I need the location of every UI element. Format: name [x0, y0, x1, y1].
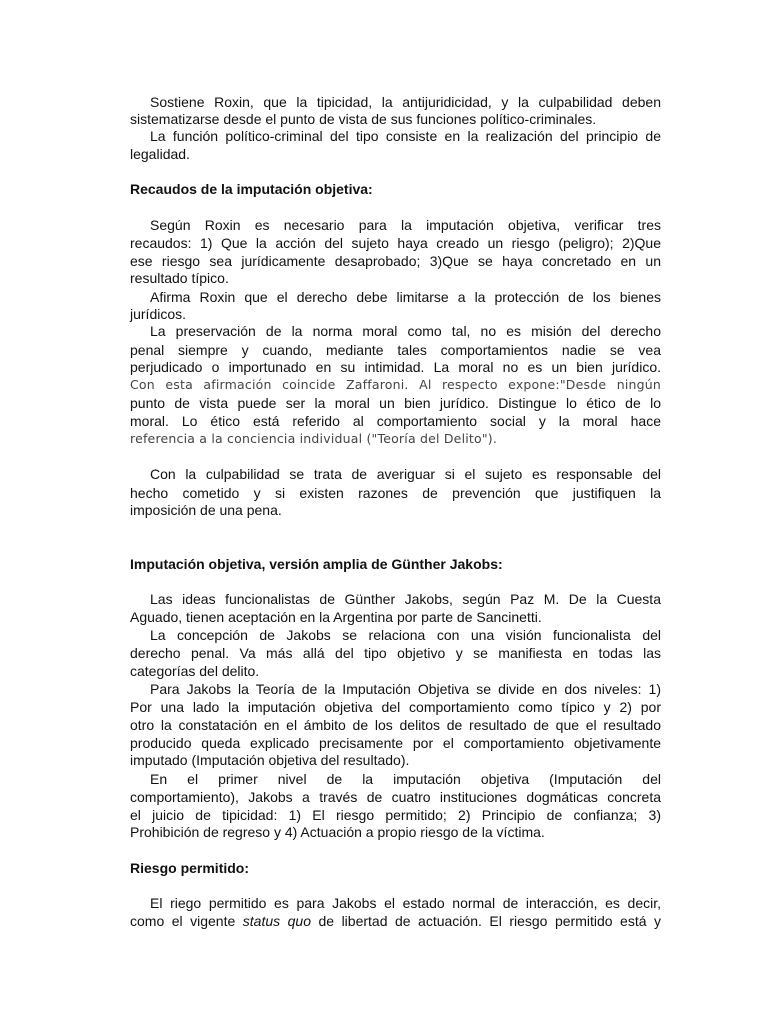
text-line: Aguado, tienen aceptación en la Argentina por parte de Sancinetti.	[130, 609, 542, 625]
text-line: producido queda explicado precisamente por el comportamiento objetivamente	[130, 735, 661, 751]
text-line: hecho cometido y si existen razones de prevención que justifiquen la	[130, 485, 661, 501]
text-line: comportamiento), Jakobs a través de cuatro instituciones dogmáticas concreta	[130, 789, 661, 805]
text-line: Prohibición de regreso y 4) Actuación a propio riesgo de la víctima.	[130, 824, 545, 840]
text-line	[130, 912, 661, 930]
section-heading: Imputación objetiva, versión amplia de Günther Jakobs:	[130, 556, 503, 572]
section-heading: Recaudos de la imputación objetiva:	[130, 181, 373, 197]
italic-term: status quo	[242, 913, 311, 929]
text-line: imputado (Imputación objetiva del resultado).	[130, 752, 410, 768]
text-line: Las ideas funcionalistas de Günther Jakobs, según Paz M. De la Cuesta	[150, 591, 661, 607]
text-line: legalidad.	[130, 146, 190, 162]
text-line: jurídicos.	[130, 306, 187, 322]
text-segment: como el vigente	[130, 913, 243, 929]
text-line: La función político-criminal del tipo consiste en la realización del principio de	[150, 128, 661, 144]
text-line: moral. Lo ético está referido al comportamiento social y la moral hace	[130, 413, 661, 429]
text-line: perjudicado o importunado en su intimidad. La moral no es un bien jurídico.	[130, 359, 661, 375]
text-line: Afirma Roxin que el derecho debe limitarse a la protección de los bienes	[150, 289, 661, 305]
text-line: Para Jakobs la Teoría de la Imputación Objetiva se divide en dos niveles: 1)	[150, 681, 661, 697]
text-line: punto de vista puede ser la moral un bien jurídico. Distingue lo ético de lo	[130, 395, 661, 411]
text-line: En el primer nivel de la imputación objetiva (Imputación del	[150, 771, 661, 787]
text-line: penal siempre y cuando, mediante tales comportamientos nadie se vea	[130, 342, 661, 358]
text-line: imposición de una pena.	[130, 502, 282, 518]
text-line: La preservación de la norma moral como tal, no es misión del derecho	[150, 323, 661, 339]
text-line: referencia a la conciencia individual ("Teoría del Delito").	[130, 431, 498, 446]
text-segment: de libertad de actuación. El riesgo permitido está y	[311, 913, 661, 929]
text-line: Por una lado la imputación objetiva del comportamiento como típico y 2) por	[130, 699, 661, 715]
text-line: Con esta afirmación coincide Zaffaroni. Al respecto expone:"Desde ningún	[130, 377, 661, 392]
text-line: el juicio de tipicidad: 1) El riesgo permitido; 2) Principio de confianza; 3)	[130, 807, 661, 823]
text-line: ese riesgo sea jurídicamente desaprobado; 3)Que se haya concretado en un	[130, 253, 661, 269]
text-line: recaudos: 1) Que la acción del sujeto haya creado un riesgo (peligro); 2)Que	[130, 235, 661, 251]
text-line: otro la constatación en el ámbito de los delitos de resultado de que el resultado	[130, 717, 661, 733]
text-line: Según Roxin es necesario para la imputación objetiva, verificar tres	[150, 217, 661, 233]
text-line: El riego permitido es para Jakobs el estado normal de interacción, es decir,	[150, 895, 661, 911]
text-line: categorías del delito.	[130, 663, 260, 679]
text-line: resultado típico.	[130, 270, 229, 286]
text-line: derecho penal. Va más allá del tipo objetivo y se manifiesta en todas las	[130, 645, 661, 661]
text-line: Sostiene Roxin, que la tipicidad, la antijuridicidad, y la culpabilidad deben	[150, 94, 661, 110]
text-line: sistematizarse desde el punto de vista de sus funciones político-criminales.	[130, 111, 597, 127]
text-line: La concepción de Jakobs se relaciona con una visión funcionalista del	[150, 627, 661, 643]
text-line: Con la culpabilidad se trata de averiguar si el sujeto es responsable del	[150, 466, 661, 482]
section-heading: Riesgo permitido:	[130, 860, 250, 876]
